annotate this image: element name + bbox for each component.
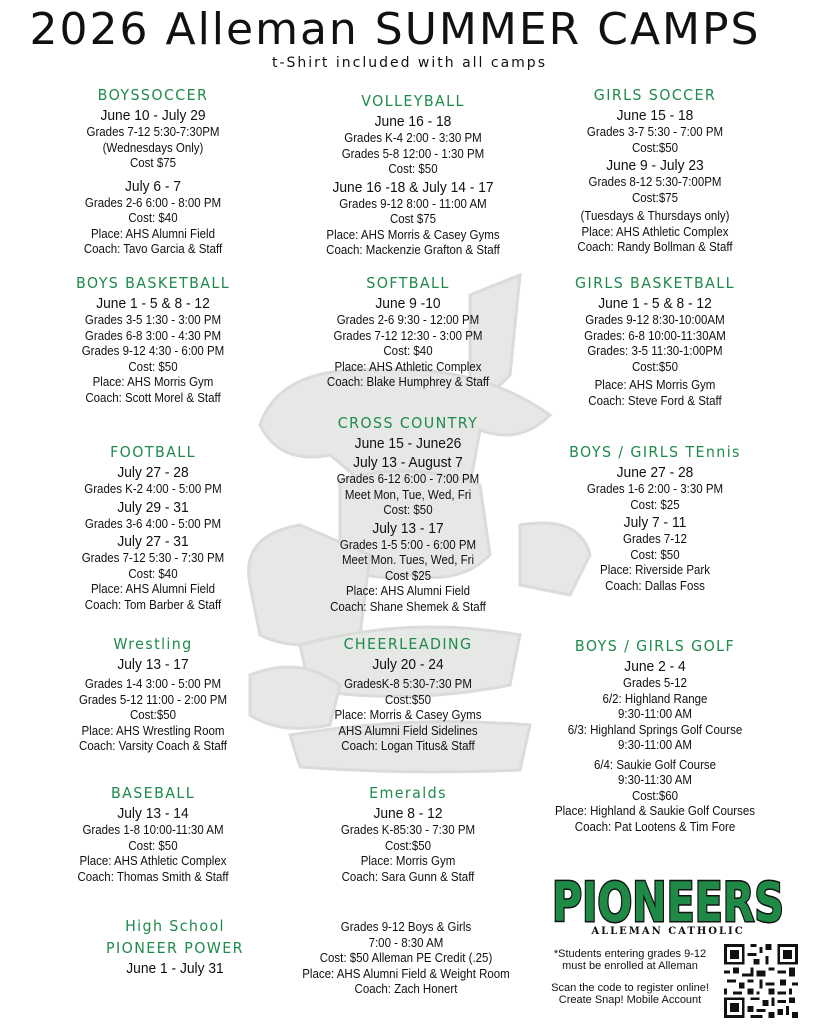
golf-heading: BOYS / GIRLS GOLF — [574, 637, 736, 655]
emeralds-heading: Emeralds — [369, 784, 447, 802]
cheerleading-line: AHS Alumni Field Sidelines — [338, 723, 478, 738]
football-dates-2: July 29 - 31 — [117, 498, 189, 516]
girls-soccer-line: Grades 8-12 5:30-7:00PM — [588, 175, 722, 189]
pioneer-power-line: Coach: Zach Honert — [354, 982, 458, 996]
volleyball-line: Grades 9-12 8:00 - 11:00 AM — [339, 196, 487, 211]
softball-line: Coach: Blake Humphrey & Staff — [326, 375, 490, 389]
boys-soccer-dates-2: July 6 - 7 — [124, 177, 181, 195]
boys-basketball-line: Place: AHS Morris Gym — [92, 375, 214, 389]
boys-basketball-dates: June 1 - 5 & 8 - 12 — [96, 295, 210, 312]
girls-soccer-line: Place: AHS Athletic Complex — [581, 224, 729, 239]
girls-soccer-dates-1: June 15 - 18 — [616, 107, 694, 124]
softball-dates: June 9 -10 — [375, 295, 441, 312]
cheerleading-heading: CHEERLEADING — [343, 635, 473, 653]
cheerleading-line: GradesK-8 5:30-7:30 PM — [344, 677, 472, 691]
tennis-line: Coach: Dallas Foss — [605, 578, 705, 593]
emeralds-dates: June 8 - 12 — [373, 805, 443, 822]
volleyball-heading: VOLLEYBALL — [361, 92, 465, 110]
note-line: must be enrolled at Alleman — [562, 960, 698, 972]
girls-basketball-heading: GIRLS BASKETBALL — [575, 274, 735, 292]
golf-line: 9:30-11:30 AM — [618, 773, 692, 787]
boys-soccer-dates-1: June 10 - July 29 — [100, 107, 206, 124]
football-dates-3: July 27 - 31 — [117, 533, 189, 550]
boys-soccer-section — [56, 84, 249, 258]
logo-subtitle: ALLEMAN CATHOLIC — [591, 926, 745, 937]
emeralds-line: Coach: Sara Gunn & Staff — [341, 869, 475, 884]
wrestling-section — [56, 633, 249, 755]
golf-line: Coach: Pat Lootens & Tim Fore — [574, 819, 736, 834]
pioneer-power-section — [88, 915, 263, 978]
pioneer-power-heading-1: High School — [125, 917, 225, 935]
wrestling-line: Cost:$50 — [129, 708, 177, 722]
cross-country-section — [304, 412, 512, 615]
softball-line: Cost: $40 — [383, 344, 433, 358]
girls-basketball-line: Grades: 6-8 10:00-11:30AM — [584, 328, 726, 343]
emeralds-line: Cost:$50 — [384, 838, 432, 853]
golf-line: 9:30-11:00 AM — [618, 738, 692, 752]
softball-line: Grades 7-12 12:30 - 3:00 PM — [333, 328, 483, 343]
football-line: Cost: $40 — [128, 566, 178, 581]
boys-soccer-heading: BOYSSOCCER — [97, 86, 209, 104]
softball-line: Place: AHS Athletic Complex — [334, 359, 482, 374]
tennis-line: Cost: $50 — [630, 547, 680, 562]
girls-soccer-dates-2: June 9 - July 23 — [606, 157, 704, 174]
tennis-dates-2: July 7 - 11 — [623, 514, 687, 531]
football-line: Grades 7-12 5:30 - 7:30 PM — [81, 551, 225, 565]
boys-basketball-heading: BOYS BASKETBALL — [75, 274, 231, 292]
girls-soccer-line: Coach: Randy Bollman & Staff — [577, 240, 733, 254]
boys-soccer-line: Place: AHS Alumni Field — [90, 226, 215, 241]
cheerleading-line: Cost:$50 — [384, 692, 432, 707]
volleyball-line: Coach: Mackenzie Grafton & Staff — [326, 243, 500, 257]
emeralds-line: Grades K-85:30 - 7:30 PM — [340, 823, 476, 837]
girls-soccer-section — [557, 84, 754, 256]
baseball-line: Grades 1-8 10:00-11:30 AM — [82, 823, 224, 837]
tennis-line: Grades 7-12 — [623, 532, 687, 546]
golf-section — [549, 635, 761, 835]
page-subtitle: t-Shirt included with all camps — [271, 55, 547, 71]
cross-country-line: Cost $25 — [384, 568, 432, 583]
tennis-section — [557, 441, 754, 594]
tennis-line: Cost: $25 — [630, 497, 680, 512]
volleyball-line: Cost: $50 — [388, 162, 438, 176]
emeralds-section — [304, 782, 512, 885]
golf-line: 6/2: Highland Range — [602, 691, 708, 706]
volleyball-line: Grades K-4 2:00 - 3:30 PM — [344, 131, 482, 145]
boys-soccer-line: Grades 2-6 6:00 - 8:00 PM — [84, 195, 222, 210]
tennis-heading: BOYS / GIRLS TEnnis — [569, 443, 741, 461]
girls-soccer-line: Cost:$50 — [631, 140, 679, 155]
baseball-heading: BASEBALL — [110, 784, 196, 802]
tennis-line: Grades 1-6 2:00 - 3:30 PM — [586, 482, 724, 496]
pioneer-power-heading-2: PIONEER POWER — [106, 939, 244, 957]
golf-dates: June 2 - 4 — [624, 658, 686, 675]
cross-country-line: Coach: Shane Shemek & Staff — [330, 599, 486, 614]
page-title: 2026 Alleman SUMMER CAMPS — [29, 4, 761, 55]
baseball-section — [56, 782, 249, 885]
baseball-line: Coach: Thomas Smith & Staff — [77, 869, 229, 884]
boys-soccer-line: Grades 7-12 5:30-7:30PM — [86, 125, 220, 139]
boys-soccer-line: Cost: $40 — [128, 211, 178, 225]
cross-country-line: Meet Mon, Tue, Wed, Fri — [344, 487, 472, 502]
note-line: Scan the code to register online! — [551, 982, 709, 994]
baseball-line: Cost: $50 — [128, 838, 178, 853]
boys-soccer-line: Cost $75 — [129, 156, 177, 170]
football-line: Grades 3-6 4:00 - 5:00 PM — [84, 516, 222, 531]
golf-line: Place: Highland & Saukie Golf Courses — [554, 804, 756, 818]
tennis-dates-1: June 27 - 28 — [616, 464, 694, 481]
girls-basketball-section — [557, 272, 754, 409]
golf-line: Grades 5-12 — [623, 676, 687, 690]
wrestling-line: Coach: Varsity Coach & Staff — [79, 739, 227, 753]
note-line: *Students entering grades 9-12 — [553, 948, 707, 960]
cheerleading-dates: July 20 - 24 — [372, 656, 444, 673]
volleyball-line: Cost $75 — [389, 212, 437, 226]
girls-basketball-line: Grades: 3-5 11:30-1:00PM — [587, 344, 723, 358]
cross-country-heading: CROSS COUNTRY — [337, 414, 479, 432]
wrestling-heading: Wrestling — [113, 635, 193, 653]
girls-basketball-line: Coach: Steve Ford & Staff — [588, 393, 722, 408]
volleyball-dates-2: June 16 -18 & July 14 - 17 — [332, 178, 494, 196]
qr-code-icon[interactable] — [724, 944, 798, 1018]
girls-basketball-dates: June 1 - 5 & 8 - 12 — [598, 295, 712, 312]
note-line: Create Snap! Mobile Account — [558, 994, 702, 1006]
cheerleading-section — [304, 633, 512, 755]
softball-line: Grades 2-6 9:30 - 12:00 PM — [336, 313, 480, 327]
football-line: Place: AHS Alumni Field — [90, 582, 215, 596]
football-heading: FOOTBALL — [110, 443, 196, 461]
golf-line: 6/4: Saukie Golf Course — [593, 757, 717, 772]
cross-country-dates-2: July 13 - August 7 — [353, 454, 463, 471]
girls-basketball-line: Grades 9-12 8:30-10:00AM — [585, 313, 725, 327]
softball-heading: SOFTBALL — [366, 274, 450, 292]
girls-soccer-line: (Tuesdays & Thursdays only) — [580, 209, 730, 223]
cross-country-line: Meet Mon. Tues, Wed, Fri — [341, 553, 475, 567]
girls-soccer-line: Grades 3-7 5:30 - 7:00 PM — [586, 125, 724, 139]
boys-soccer-line: (Wednesdays Only) — [102, 140, 204, 155]
boys-basketball-line: Cost: $50 — [128, 359, 178, 374]
boys-basketball-line: Grades 3-5 1:30 - 3:00 PM — [84, 313, 222, 327]
cheerleading-line: Coach: Logan Titus& Staff — [341, 739, 475, 753]
cross-country-line: Grades 1-5 5:00 - 6:00 PM — [339, 537, 477, 552]
volleyball-line: Place: AHS Morris & Casey Gyms — [326, 227, 500, 242]
girls-soccer-line: Cost:$75 — [631, 190, 679, 205]
boys-soccer-line: Coach: Tavo Garcia & Staff — [83, 242, 223, 256]
cross-country-line: Cost: $50 — [383, 503, 433, 517]
wrestling-dates: July 13 - 17 — [117, 656, 189, 673]
pioneer-power-line: Place: AHS Alumni Field & Weight Room — [302, 966, 510, 981]
tennis-line: Place: Riverside Park — [600, 563, 710, 577]
cross-country-line: Place: AHS Alumni Field — [345, 584, 470, 598]
volleyball-section — [304, 90, 521, 259]
pioneer-power-line: 7:00 - 8:30 AM — [368, 935, 444, 950]
football-section — [56, 441, 249, 613]
football-line: Coach: Tom Barber & Staff — [84, 597, 222, 612]
cross-country-line: Grades 6-12 6:00 - 7:00 PM — [336, 472, 480, 486]
boys-basketball-line: Grades 6-8 3:00 - 4:30 PM — [84, 328, 222, 343]
cross-country-dates-1: June 15 - June26 — [354, 435, 462, 452]
baseball-dates: July 13 - 14 — [117, 805, 189, 822]
boys-basketball-line: Coach: Scott Morel & Staff — [85, 390, 221, 405]
girls-basketball-line: Cost:$50 — [631, 359, 679, 374]
pioneer-power-dates: June 1 - July 31 — [126, 960, 224, 977]
cross-country-dates-3: July 13 - 17 — [372, 519, 444, 537]
golf-line: 9:30-11:00 AM — [618, 707, 692, 721]
boys-basketball-line: Grades 9-12 4:30 - 6:00 PM — [81, 344, 225, 358]
cheerleading-line: Place: Morris & Casey Gyms — [334, 708, 482, 722]
wrestling-line: Place: AHS Wrestling Room — [81, 723, 225, 738]
golf-line: 6/3: Highland Springs Golf Course — [567, 722, 743, 737]
football-line: Grades K-2 4:00 - 5:00 PM — [84, 482, 222, 496]
wrestling-line: Grades 1-4 3:00 - 5:00 PM — [84, 677, 222, 691]
volleyball-line: Grades 5-8 12:00 - 1:30 PM — [341, 146, 485, 161]
pioneer-power-details — [297, 920, 514, 998]
wrestling-line: Grades 5-12 11:00 - 2:00 PM — [78, 692, 228, 707]
pioneer-power-line: Cost: $50 Alleman PE Credit (.25) — [319, 951, 493, 965]
softball-section — [304, 272, 512, 391]
baseball-line: Place: AHS Athletic Complex — [79, 854, 227, 868]
registration-note — [540, 948, 720, 1006]
pioneers-wordmark: PIONEERS — [552, 871, 784, 934]
pioneer-power-line: Grades 9-12 Boys & Girls — [340, 920, 472, 934]
girls-basketball-line: Place: AHS Morris Gym — [594, 378, 716, 392]
girls-soccer-heading: GIRLS SOCCER — [593, 86, 717, 104]
volleyball-dates-1: June 16 - 18 — [374, 113, 452, 130]
boys-basketball-section — [56, 272, 249, 406]
emeralds-line: Place: Morris Gym — [360, 854, 456, 868]
football-dates-1: July 27 - 28 — [117, 464, 189, 481]
golf-line: Cost:$60 — [631, 788, 679, 803]
